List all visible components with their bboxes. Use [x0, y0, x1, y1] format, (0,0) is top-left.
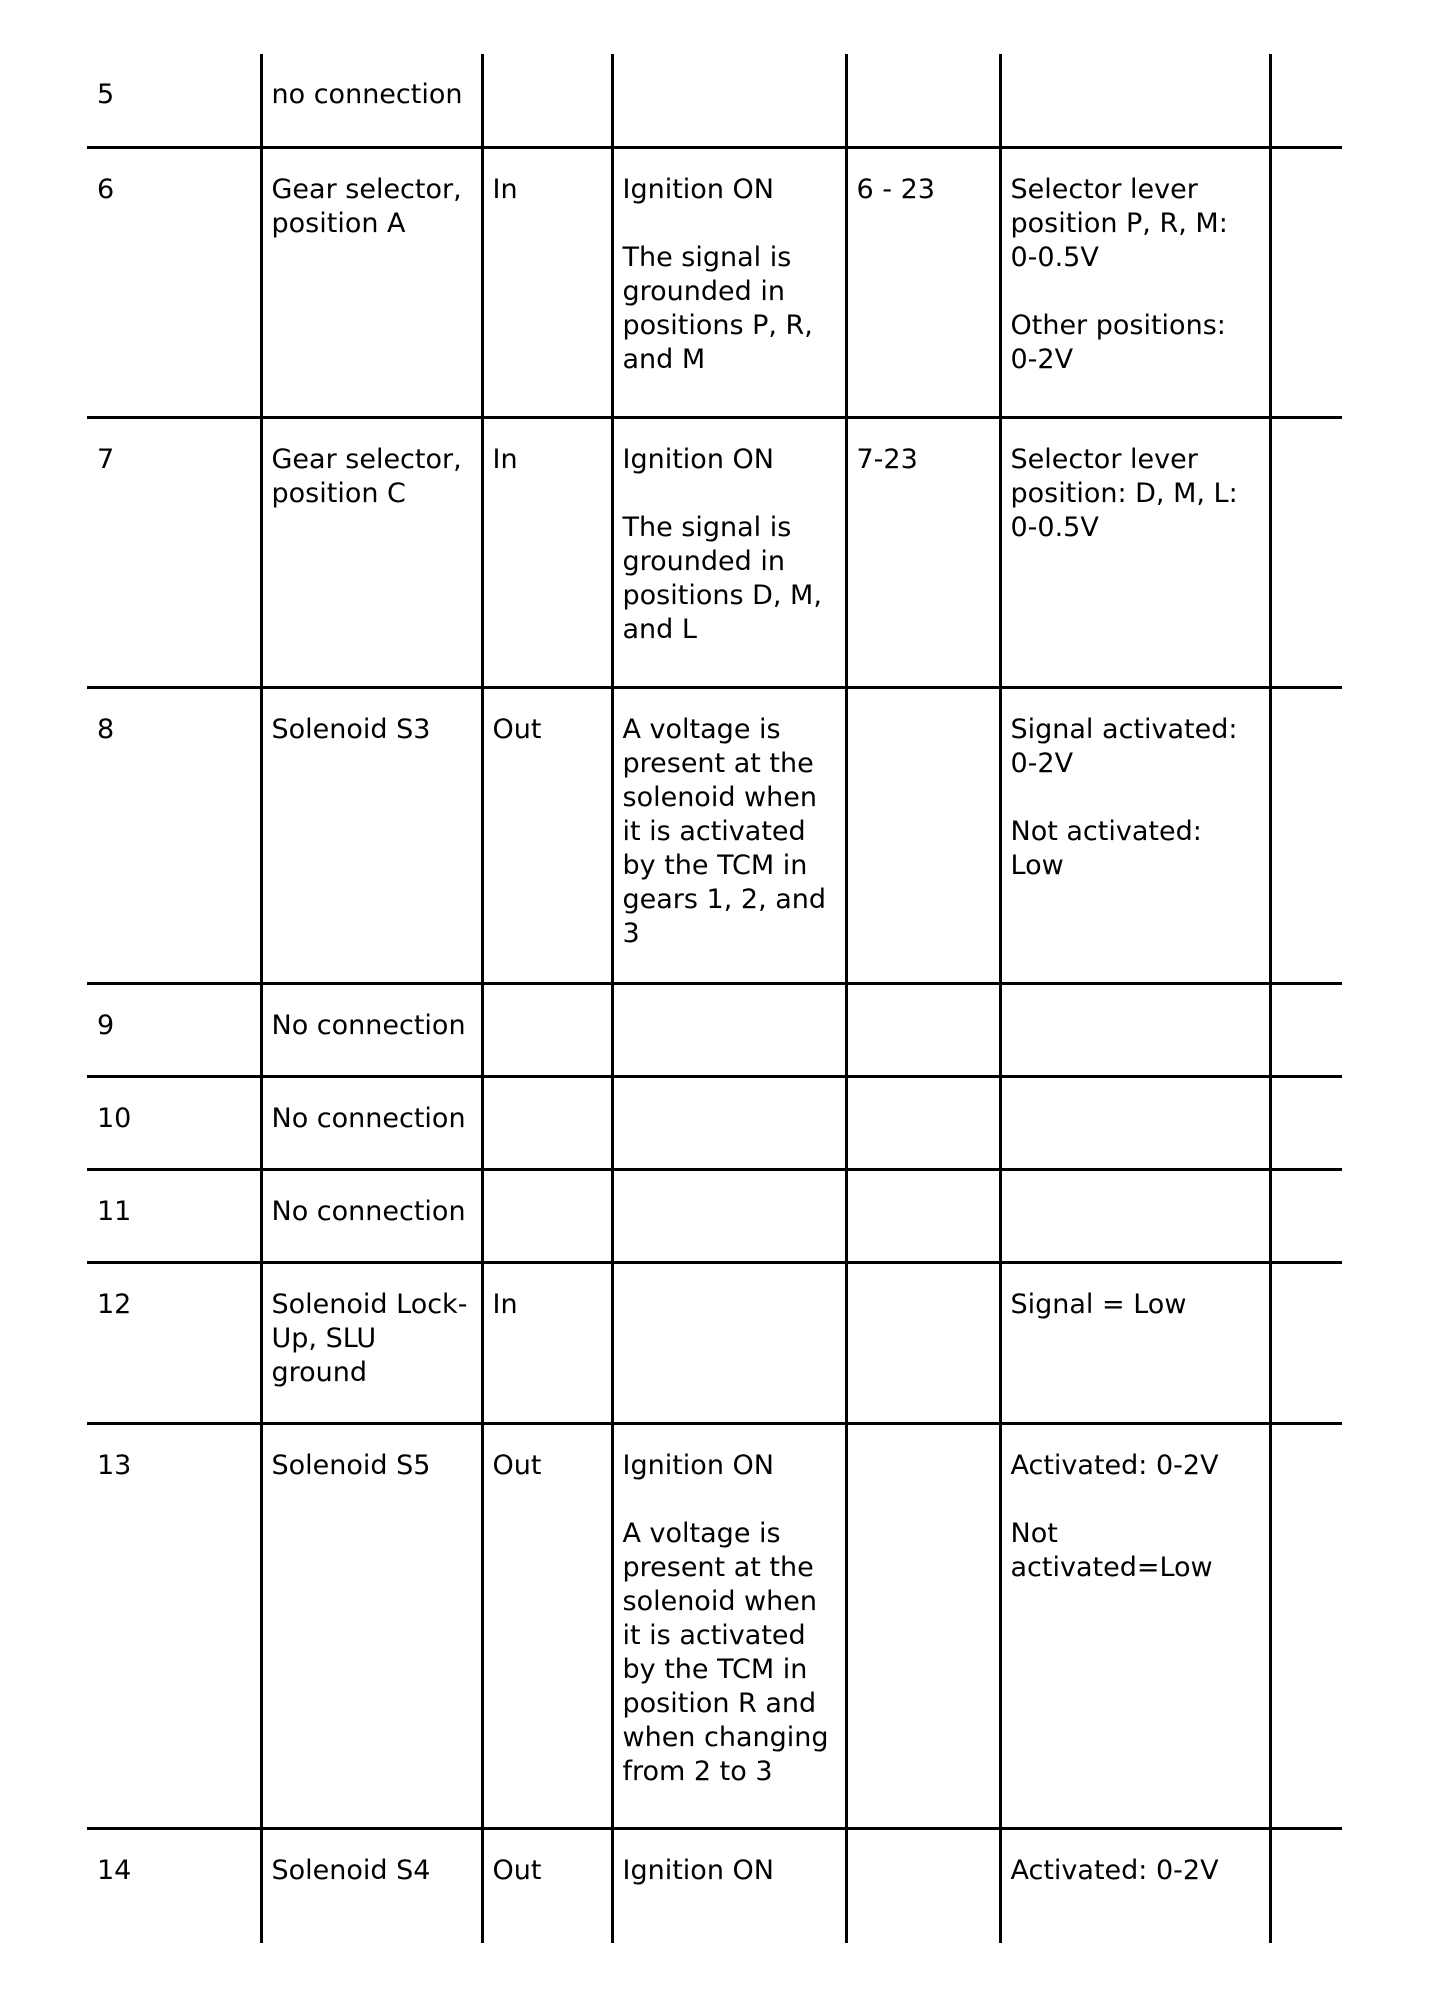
extra-cell — [1270, 1423, 1342, 1828]
spec-cell — [1000, 54, 1270, 147]
table-row — [87, 147, 1342, 417]
condition-cell: Ignition ON A voltage is present at the solenoid when it is activated by the TCM in position R and when changing from 2 to 3 — [612, 1423, 846, 1828]
pin-cell: 14 — [97, 1854, 132, 1886]
condition-cell: Ignition ON The signal is grounded in positions P, R, and M — [612, 147, 846, 417]
pin-cell: 7 — [87, 417, 261, 687]
condition-cell: Ignition ON — [612, 1828, 846, 1943]
function-cell: Gear selector, position A — [261, 147, 482, 417]
pin-cell: 8 — [87, 687, 261, 983]
function-cell: Gear selector, position C — [261, 417, 482, 687]
extra-cell — [1270, 1828, 1342, 1943]
function-cell: Solenoid Lock-Up, SLU ground — [261, 1262, 482, 1423]
direction-cell: Out — [482, 1828, 612, 1943]
direction-cell: Out — [482, 687, 612, 983]
measure-cell: 6 - 23 — [846, 147, 1000, 417]
table-row — [87, 54, 1342, 147]
measure-cell — [846, 687, 1000, 983]
measure-cell — [846, 1828, 1000, 1943]
table-row — [87, 983, 1342, 1076]
function-cell: No connection — [261, 1076, 482, 1169]
pin-cell: 13 — [87, 1423, 261, 1828]
table-row — [87, 1169, 1342, 1262]
spec-cell: Signal = Low — [1000, 1262, 1270, 1423]
condition-cell: Ignition ON The signal is grounded in positions D, M, and L — [612, 417, 846, 687]
table-row — [87, 1076, 1342, 1169]
table-row — [87, 417, 1342, 687]
extra-cell — [1270, 983, 1342, 1076]
table-row — [87, 1262, 1342, 1423]
pin-cell: 11 — [87, 1169, 261, 1262]
table-row — [87, 1423, 1342, 1828]
measure-cell — [846, 54, 1000, 147]
function-cell: Solenoid S5 — [261, 1423, 482, 1828]
condition-cell — [612, 983, 846, 1076]
table-row — [87, 687, 1342, 983]
measure-cell — [846, 1262, 1000, 1423]
condition-cell — [612, 1169, 846, 1262]
extra-cell — [1270, 1076, 1342, 1169]
condition-cell: A voltage is present at the solenoid when it is activated by the TCM in gears 1, 2, and 3 — [612, 687, 846, 983]
direction-cell — [482, 1169, 612, 1262]
spec-cell: Activated: 0-2V Not activated=Low — [1000, 1423, 1270, 1828]
direction-cell — [482, 54, 612, 147]
extra-cell — [1270, 1262, 1342, 1423]
spec-cell — [1000, 983, 1270, 1076]
condition-cell — [612, 54, 846, 147]
pin-table — [87, 54, 1342, 1943]
measure-cell — [846, 1423, 1000, 1828]
pin-cell: 6 — [87, 147, 261, 417]
function-cell: Solenoid S4 — [261, 1828, 482, 1943]
condition-cell — [612, 1262, 846, 1423]
spec-cell: Signal activated: 0-2V Not activated: Low — [1000, 687, 1270, 983]
function-cell: No connection — [261, 1169, 482, 1262]
spec-cell: Selector lever position P, R, M: 0-0.5V Other positions: 0-2V — [1000, 147, 1270, 417]
direction-cell: Out — [482, 1423, 612, 1828]
table-row — [87, 1828, 1342, 1943]
measure-cell — [846, 1169, 1000, 1262]
direction-cell: In — [482, 417, 612, 687]
pin-cell: 10 — [87, 1076, 261, 1169]
pin-cell: 9 — [87, 983, 261, 1076]
direction-cell — [482, 983, 612, 1076]
condition-cell — [612, 1076, 846, 1169]
direction-cell — [482, 1076, 612, 1169]
direction-cell: In — [482, 1262, 612, 1423]
extra-cell — [1270, 687, 1342, 983]
spec-cell — [1000, 1169, 1270, 1262]
function-cell: Solenoid S3 — [261, 687, 482, 983]
function-cell: No connection — [261, 983, 482, 1076]
spec-cell — [1000, 1076, 1270, 1169]
spec-cell: Selector lever position: D, M, L: 0-0.5V — [1000, 417, 1270, 687]
extra-cell — [1270, 417, 1342, 687]
measure-cell — [846, 983, 1000, 1076]
pin-cell: 5 — [87, 54, 261, 147]
direction-cell: In — [482, 147, 612, 417]
measure-cell: 7-23 — [846, 417, 1000, 687]
extra-cell — [1270, 54, 1342, 147]
pin-cell: 12 — [87, 1262, 261, 1423]
measure-cell — [846, 1076, 1000, 1169]
extra-cell — [1270, 1169, 1342, 1262]
spec-cell: Activated: 0-2V — [1000, 1828, 1270, 1943]
extra-cell — [1270, 147, 1342, 417]
function-cell: no connection — [261, 54, 482, 147]
